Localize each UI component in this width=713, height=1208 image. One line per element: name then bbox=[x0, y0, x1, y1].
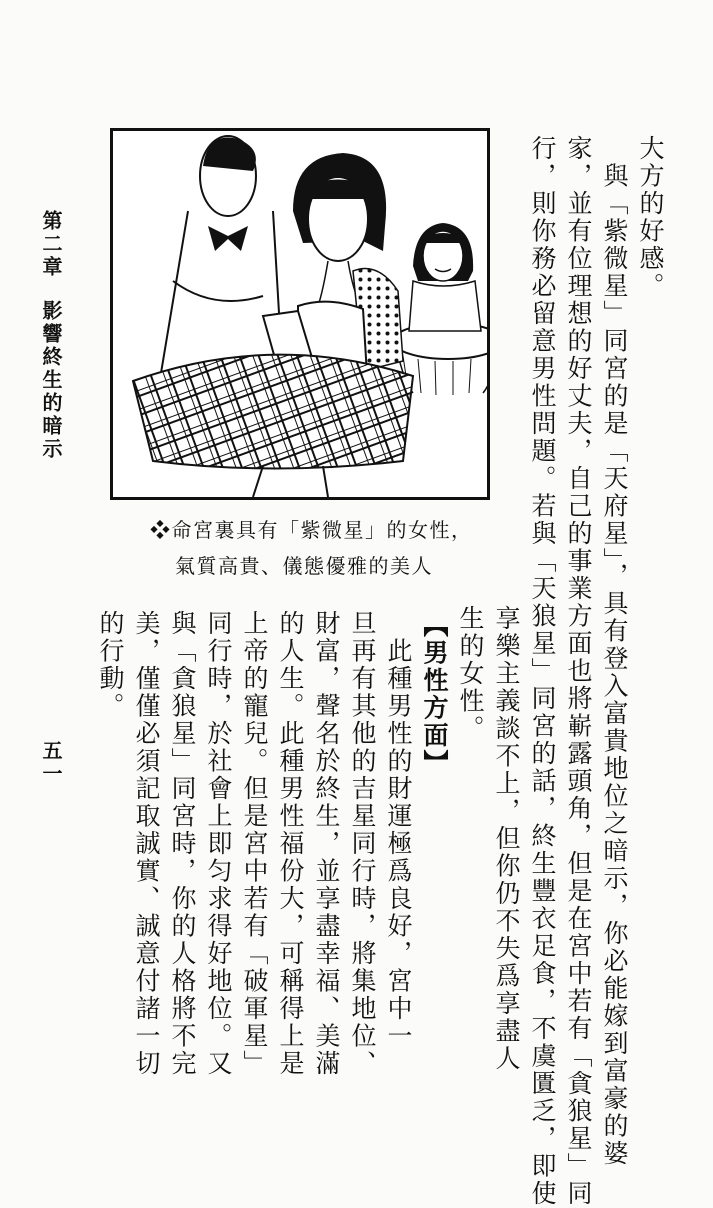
illustration-caption-line-1 bbox=[150, 520, 473, 540]
body-column-8: 旦再有其他的吉星同行時，將集地位、 bbox=[348, 610, 377, 1078]
page-number: 五一 bbox=[39, 740, 63, 786]
caption-bullet-icon: ❖ bbox=[150, 518, 172, 542]
body-column-3: 家，並有位理想的好丈夫，自己的事業方面也將嶄露頭角，但是在宮中若有「貪狼星」同 bbox=[564, 135, 593, 1208]
illustration-drawing bbox=[113, 131, 487, 497]
body-column-10: 的人生。此種男性福份大，可稱得上是 bbox=[276, 610, 305, 1078]
body-column-12: 同行時，於社會上即匀求得好地位。又 bbox=[204, 610, 233, 1078]
body-column-2: 與「紫微星」同宮的是「天府星」，具有登入富貴地位之暗示，你必能嫁到富豪的婆 bbox=[600, 135, 629, 1168]
caption-line-1-text: 命宮裏具有「紫微星」的女性， bbox=[171, 518, 473, 542]
body-column-1: 大方的好感。 bbox=[636, 135, 665, 300]
section-heading: 【男性方面】 bbox=[420, 612, 449, 777]
illustration-caption-line-2: 氣質高貴、儀態優雅的美人 bbox=[175, 554, 433, 578]
body-column-11: 上帝的寵兒。但是宮中若有「破軍星」 bbox=[240, 610, 269, 1078]
body-column-13: 與「貪狼星」同宮時，你的人格將不完 bbox=[168, 610, 197, 1078]
body-column-14: 美，僅僅必須記取誠實、誠意付諸一切 bbox=[132, 610, 161, 1078]
body-column-7: 此種男性的財運極爲良好，宮中一 bbox=[384, 610, 413, 1050]
chapter-label: 第二章 bbox=[39, 210, 63, 279]
body-column-9: 財富，聲名於終生，並享盡幸福、美滿 bbox=[312, 610, 341, 1078]
body-column-5: 享樂主義談不上，但你仍不失爲享盡人 bbox=[492, 605, 521, 1073]
chapter-title: 影響終生的暗示 bbox=[39, 300, 63, 461]
body-column-4: 行，則你務必留意男性問題。若與「天狼星」同宮的話，終生豐衣足食，不虞匱乏，即使 bbox=[528, 135, 557, 1208]
body-column-6: 生的女性。 bbox=[456, 605, 485, 743]
illustration bbox=[110, 128, 490, 500]
body-column-15: 的行動。 bbox=[96, 610, 125, 720]
